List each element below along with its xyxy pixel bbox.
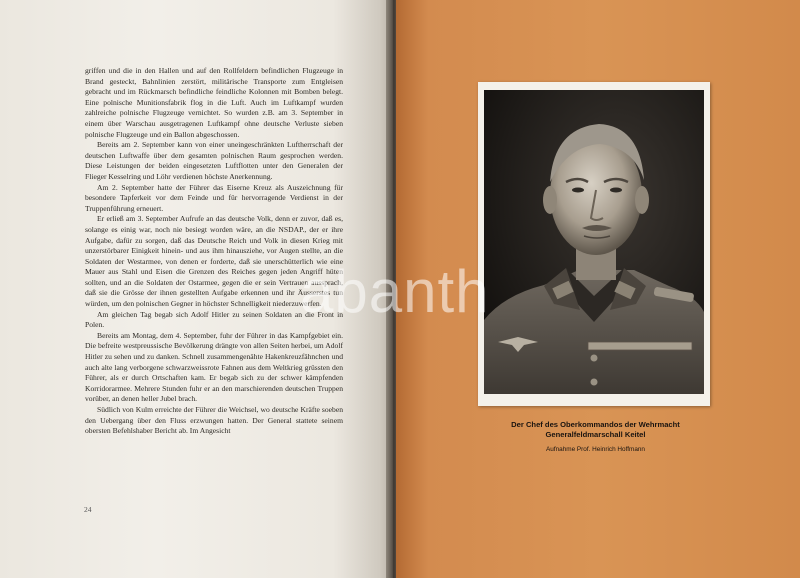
- photo-caption: [468, 420, 723, 454]
- text-paragraph: Am gleichen Tag begab sich Adolf Hitler zu seinen Soldaten an die Front in Polen.: [85, 309, 343, 330]
- photo-mount: [478, 82, 710, 406]
- text-paragraph: Bereits am 2. September kann von einer uneingeschränkten Luftherrschaft der deutschen Luftwaffe über dem gesamten polnischen Raum gesprochen werden. Diese Leistungen der beiden eingesetzten Luftflotten unter den Generalen der Flieger Kesselring und Löhr verdienen höchste Anerkennung.: [85, 140, 343, 181]
- text-paragraph: Am 2. September hatte der Führer das Eiserne Kreuz als Auszeichnung für besondere Tapferkeit vor dem Feinde und für hervorragende Verdienst in der Truppenführung erneuert.: [85, 182, 343, 213]
- caption-title: Der Chef des Oberkommandos der Wehrmacht: [511, 420, 680, 429]
- right-page: [396, 0, 800, 578]
- portrait-illustration: [484, 90, 704, 394]
- caption-subtitle: Generalfeldmarschall Keitel: [545, 430, 646, 439]
- text-paragraph: griffen und die in den Hallen und auf den Rollfeldern befindlichen Flugzeuge in Brand gesteckt, Bahnlinien zerstört, militärische Transporte zum Entgleisen gebracht und im Rückmarsch befindliche feindliche Kolonnen mit Bomben belegt. Eine polnische Munitionsfabrik flog in die Luft. Auch im Luftkampf wurden zahlreiche polnische Flugzeuge vernichtet. So wurden z.B. am 3. September in einem über Warschau ausgetragenen Luftkampf ohne deutsche Verluste sieben polnische Flugzeuge und ein Ballon abgeschossen.: [85, 66, 343, 139]
- text-paragraph: Er erließ am 3. September Aufrufe an das deutsche Volk, denn er zuvor, daß es, solange es einig war, noch nie besiegt worden wäre, an die NSDAP., der er ihre Aufgabe, dafür zu sorgen, daß das Deutsche Reich und Volk in diesen Krieg mit unzerstörbarer Einigkeit hinein- und aus ihm hinausziehe, vor Augen stellte, an die Soldaten der Westarmee, von denen er forderte, daß sie unerschütterlich wie eine Mauer aus Stahl und Eisen die Grenzen des Reiches gegen jeden Angriff hüten sollten, und an die Soldaten der Ostarmee, gegen die er sein Vertrauen aussprach, daß sie die Grösse der ihnen gestellten Aufgabe erkennen und ihr Äusserstes tun würden, um den polnischen Gegner in höchster Schnelligkeit niederzuwerfen.: [85, 214, 343, 309]
- text-paragraph: Südlich von Kulm erreichte der Führer die Weichsel, wo deutsche Kräfte soeben den Uebergang über den Fluss erzwungen hatten. Der General stattete seinem obersten Befehlshaber Bericht ab. Im Angesicht: [85, 405, 343, 436]
- left-page: [0, 0, 392, 578]
- text-paragraph: Bereits am Montag, dem 4. September, fuhr der Führer in das Kampfgebiet ein. Die befreite westpreussische Bevölkerung drängte von allen Seiten herbei, um Adolf Hitler zu sehen und zu danken. Schnell zusammengenähte Hakenkreuzfähnchen und auch alte lang verborgene schwarzweissrote Fahnen aus dem Weltkrieg grüssten den Führer, als er durch Ortschaften kam. Er begab sich zu der schwer kämpfenden Korridorarmee. Mehrere Stunden fuhr er an den marschierenden deutschen Truppen vorüber, an denen heller Jubel brach.: [85, 330, 343, 404]
- left-page-text: [85, 66, 343, 437]
- photo-credit: Aufnahme Prof. Heinrich Hoffmann: [546, 446, 645, 453]
- portrait-photo: [484, 90, 704, 394]
- page-number: 24: [84, 505, 92, 514]
- watermark: abanth: [300, 258, 490, 325]
